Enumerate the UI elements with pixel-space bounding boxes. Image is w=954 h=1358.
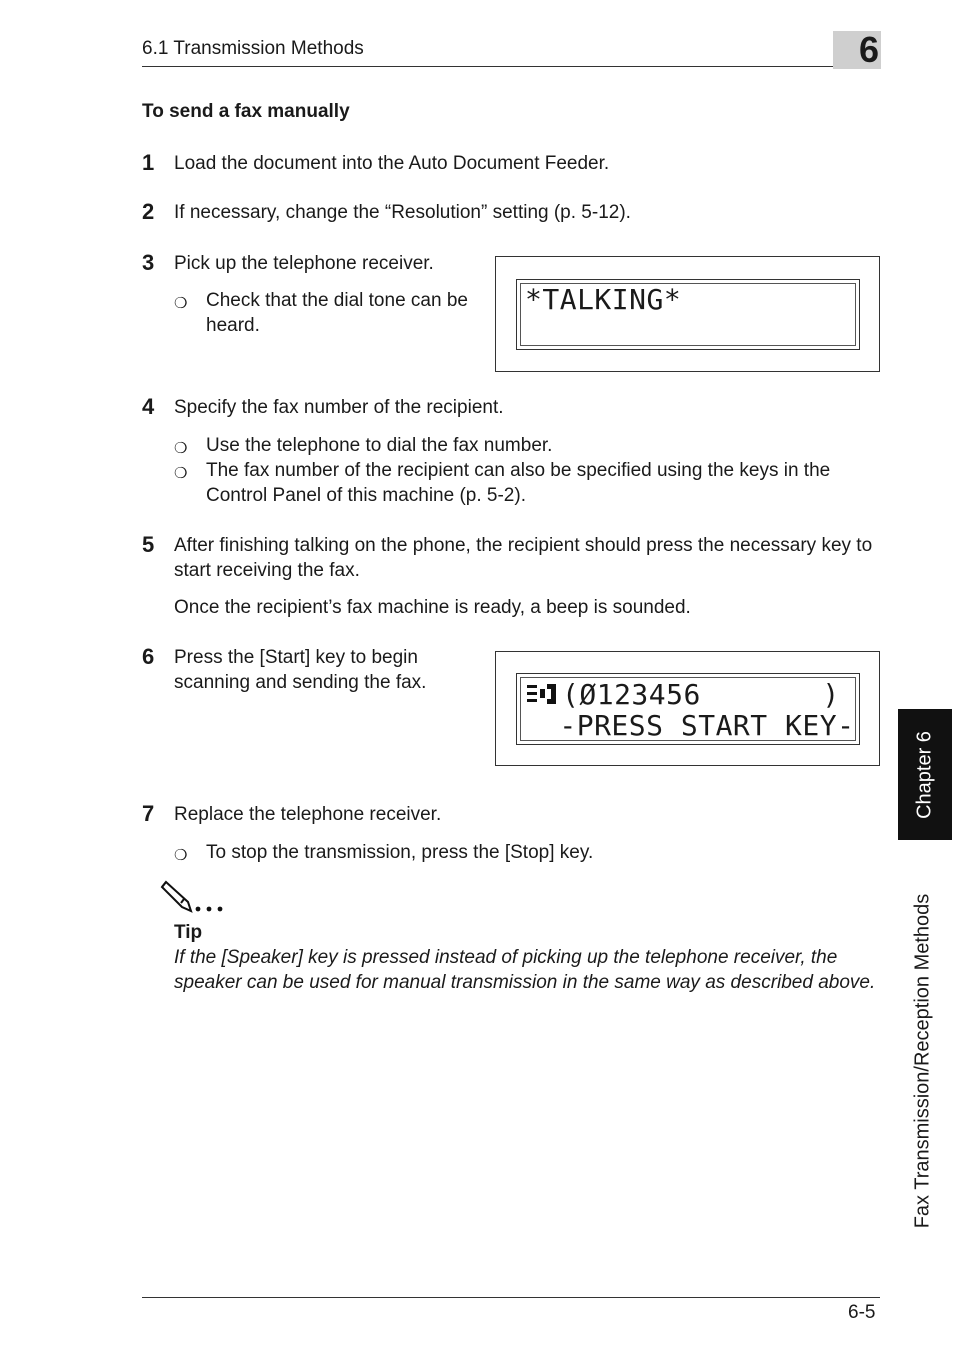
- chapter-tab-label: Chapter 6: [913, 730, 936, 819]
- step-text: Load the document into the Auto Document Feeder.: [174, 153, 610, 174]
- bullet-icon: ❍: [174, 847, 188, 864]
- step-text: Pick up the telephone receiver.: [174, 253, 434, 274]
- step-number: 4: [142, 394, 155, 419]
- lcd-display-talking: [495, 256, 880, 372]
- step-number: 7: [142, 801, 155, 826]
- lcd-line: (Ø123456 ): [562, 678, 840, 711]
- bullet-icon: ❍: [174, 440, 188, 457]
- step-text: Press the [Start] key to begin scanning and sending the fax.: [174, 647, 427, 693]
- step-number: 1: [142, 150, 155, 175]
- step-note: Once the recipient’s fax machine is ready, a beep is sounded.: [174, 597, 691, 618]
- header-section-title: 6.1 Transmission Methods: [142, 38, 364, 59]
- chapter-number-box: 6: [833, 31, 881, 69]
- step-text: Replace the telephone receiver.: [174, 804, 442, 825]
- footer-divider: [142, 1297, 880, 1298]
- phone-dial-icon: [526, 683, 564, 705]
- chapter-side-tab: [898, 709, 952, 840]
- step-text: Specify the fax number of the recipient.: [174, 397, 504, 418]
- step-bullet: To stop the transmission, press the [Stop] key.: [206, 842, 594, 863]
- lcd-line: -PRESS START KEY-: [542, 709, 855, 742]
- tip-label: Tip: [174, 922, 203, 943]
- step-text: After finishing talking on the phone, the recipient should press the necessary key to start receiving the fax.: [174, 535, 873, 581]
- bullet-icon: ❍: [174, 465, 188, 482]
- side-chapter-title-text: Fax Transmission/Reception Methods: [911, 893, 934, 1229]
- lcd-display-press-start: [495, 651, 880, 766]
- step-number: 2: [142, 199, 155, 224]
- step-number: 3: [142, 250, 155, 275]
- page-title: To send a fax manually: [142, 101, 350, 122]
- step-number: 5: [142, 532, 155, 557]
- tip-text: If the [Speaker] key is pressed instead of picking up the telephone receiver, the speaker can be used for manual transmission in the same way as described above.: [174, 947, 876, 993]
- bullet-icon: ❍: [174, 295, 188, 312]
- step-bullet: The fax number of the recipient can also be specified using the keys in the Control Panel of this machine (p. 5-2).: [206, 460, 831, 506]
- lcd-line: *TALKING*: [525, 283, 682, 316]
- step-number: 6: [142, 644, 155, 669]
- step-bullet: Use the telephone to dial the fax number.: [206, 435, 553, 456]
- header-divider: [142, 66, 880, 67]
- page-number: 6-5: [848, 1302, 876, 1323]
- pencil-note-icon: [160, 878, 228, 916]
- step-text: If necessary, change the “Resolution” setting (p. 5-12).: [174, 202, 631, 223]
- step-bullet: Check that the dial tone can be heard.: [206, 290, 468, 336]
- side-chapter-title: [900, 868, 946, 1254]
